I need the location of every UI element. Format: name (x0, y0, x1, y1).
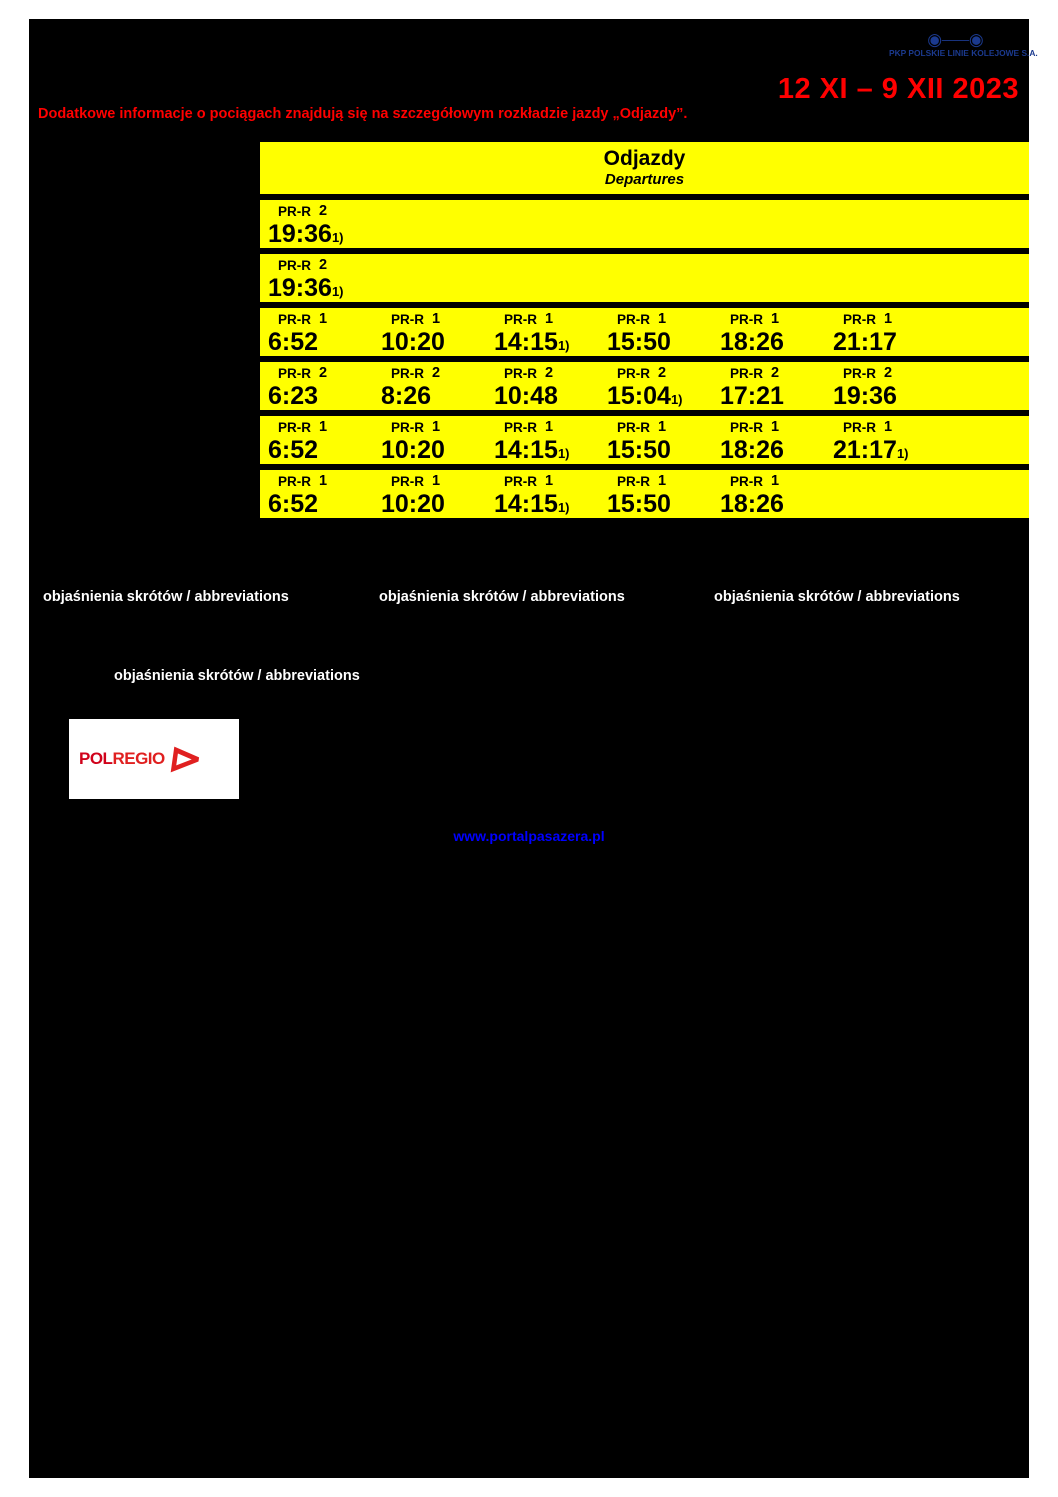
table-row (260, 470, 1029, 518)
abbreviations-label: objaśnienia skrótów / abbreviations (379, 589, 625, 605)
departure-cell (260, 308, 373, 355)
carrier-code: PR-R (278, 204, 311, 219)
carrier-code: PR-R (391, 420, 424, 435)
departure-time: 14:15 (494, 328, 558, 356)
platform-number: 1 (545, 419, 554, 435)
departure-time: 19:36 (833, 382, 897, 410)
departure-cell (825, 308, 938, 355)
departure-cell (486, 308, 599, 355)
departure-cell (486, 362, 599, 409)
abbreviations-label: objaśnienia skrótów / abbreviations (714, 589, 960, 605)
table-row (260, 200, 1029, 248)
table-row (260, 416, 1029, 464)
table-row (260, 254, 1029, 302)
carrier-code: PR-R (391, 474, 424, 489)
platform-number: 2 (884, 365, 893, 381)
carrier-code: PR-R (278, 258, 311, 273)
departure-time: 10:20 (381, 328, 445, 356)
departure-cell (260, 416, 373, 463)
carrier-code: PR-R (730, 312, 763, 327)
poster-sheet (29, 19, 1038, 1478)
departure-time: 14:15 (494, 490, 558, 518)
departure-time: 10:20 (381, 490, 445, 518)
carrier-code: PR-R (391, 312, 424, 327)
polregio-logo-text (79, 749, 165, 769)
platform-number: 1 (658, 473, 667, 489)
table-title-pl: Odjazdy (603, 147, 686, 170)
platform-number: 1 (319, 473, 328, 489)
departure-cell (260, 362, 373, 409)
departure-time: 6:52 (268, 490, 319, 518)
pkp-plk-logo (889, 30, 1038, 58)
carrier-code: PR-R (617, 420, 650, 435)
platform-number: 1 (884, 311, 893, 327)
platform-number: 1 (771, 473, 780, 489)
carrier-code: PR-R (617, 312, 650, 327)
departure-cell (373, 308, 486, 355)
platform-number: 1 (545, 473, 554, 489)
platform-number: 1 (432, 473, 441, 489)
departure-time: 6:23 (268, 382, 319, 410)
departure-cell-empty (825, 470, 938, 473)
departure-time: 21:17 (833, 328, 897, 356)
departure-time: 8:26 (381, 382, 432, 410)
table-title-en: Departures (604, 171, 685, 188)
departure-cell (712, 308, 825, 355)
carrier-code: PR-R (504, 366, 537, 381)
platform-number: 1 (771, 419, 780, 435)
departure-cell (599, 416, 712, 463)
polregio-logo-regio: REGIO (112, 749, 165, 768)
carrier-code: PR-R (730, 366, 763, 381)
departure-cell (373, 416, 486, 463)
validity-period: 12 XI – 9 XII 2023 (777, 73, 1019, 105)
departure-time: 17:21 (720, 382, 784, 410)
platform-number: 1 (432, 419, 441, 435)
platform-number: 1 (432, 311, 441, 327)
carrier-code: PR-R (278, 312, 311, 327)
departure-time: 15:50 (607, 436, 671, 464)
info-note: Dodatkowe informacje o pociągach znajdują się na szczegółowym rozkładzie jazdy „Odjazdy”. (38, 106, 688, 122)
departure-cell (599, 308, 712, 355)
departure-cell (599, 362, 712, 409)
abbreviations-label: objaśnienia skrótów / abbreviations (114, 668, 360, 684)
platform-number: 1 (884, 419, 893, 435)
departure-cell (712, 362, 825, 409)
departure-time: 10:48 (494, 382, 558, 410)
footnote-marker: 1) (557, 500, 570, 515)
platform-number: 1 (658, 311, 667, 327)
departure-time: 6:52 (268, 328, 319, 356)
departure-time: 19:36 (268, 220, 332, 248)
carrier-code: PR-R (391, 366, 424, 381)
carrier-code: PR-R (617, 474, 650, 489)
polregio-logo (69, 719, 239, 799)
platform-number: 2 (432, 365, 441, 381)
platform-number: 2 (319, 203, 328, 219)
carrier-code: PR-R (504, 474, 537, 489)
carrier-code: PR-R (843, 366, 876, 381)
footnote-marker: 1) (896, 446, 909, 461)
platform-number: 2 (771, 365, 780, 381)
platform-number: 1 (545, 311, 554, 327)
departure-time: 18:26 (720, 436, 784, 464)
portal-link[interactable]: www.portalpasazera.pl (453, 828, 605, 844)
departure-cell (825, 362, 938, 409)
platform-number: 1 (771, 311, 780, 327)
platform-number: 2 (319, 365, 328, 381)
departure-cell (712, 470, 825, 517)
carrier-code: PR-R (504, 312, 537, 327)
footnote-marker: 1) (331, 230, 344, 245)
abbreviations-label: objaśnienia skrótów / abbreviations (43, 589, 289, 605)
platform-number: 2 (319, 257, 328, 273)
platform-number: 1 (319, 419, 328, 435)
footnote-marker: 1) (557, 338, 570, 353)
departure-cell (260, 200, 373, 247)
platform-number: 1 (319, 311, 328, 327)
carrier-code: PR-R (278, 420, 311, 435)
platform-number: 2 (545, 365, 554, 381)
footnote-marker: 1) (557, 446, 570, 461)
departure-time: 15:50 (607, 328, 671, 356)
departure-time: 15:04 (607, 382, 671, 410)
departure-cell (373, 470, 486, 517)
carrier-code: PR-R (730, 474, 763, 489)
departure-cell (260, 470, 373, 517)
departure-cell (373, 362, 486, 409)
carrier-code: PR-R (730, 420, 763, 435)
table-title (260, 142, 1029, 194)
footnote-marker: 1) (670, 392, 683, 407)
departure-cell (712, 416, 825, 463)
carrier-code: PR-R (278, 366, 311, 381)
departure-time: 21:17 (833, 436, 897, 464)
departure-cell (599, 470, 712, 517)
carrier-code: PR-R (843, 420, 876, 435)
departure-time: 10:20 (381, 436, 445, 464)
carrier-code: PR-R (843, 312, 876, 327)
departure-cell (260, 254, 373, 301)
departure-time: 18:26 (720, 328, 784, 356)
departure-time: 18:26 (720, 490, 784, 518)
pkp-plk-logo-text: PKP POLSKIE LINIE KOLEJOWE S.A. (889, 48, 1038, 58)
footnote-marker: 1) (331, 284, 344, 299)
carrier-code: PR-R (504, 420, 537, 435)
departure-time: 6:52 (268, 436, 319, 464)
departure-time: 15:50 (607, 490, 671, 518)
departure-cell (486, 416, 599, 463)
departures-table (260, 142, 1029, 518)
table-row (260, 362, 1029, 410)
polregio-logo-pol: POL (79, 749, 113, 768)
carrier-code: PR-R (617, 366, 650, 381)
platform-number: 2 (658, 365, 667, 381)
carrier-code: PR-R (278, 474, 311, 489)
departure-cell (825, 416, 938, 463)
table-row (260, 308, 1029, 356)
polregio-mark-icon: ⊳ (165, 737, 206, 781)
departure-time: 14:15 (494, 436, 558, 464)
departure-cell (486, 470, 599, 517)
departure-time: 19:36 (268, 274, 332, 302)
platform-number: 1 (658, 419, 667, 435)
railway-wings-icon: ◉⸺◉ (927, 30, 983, 49)
